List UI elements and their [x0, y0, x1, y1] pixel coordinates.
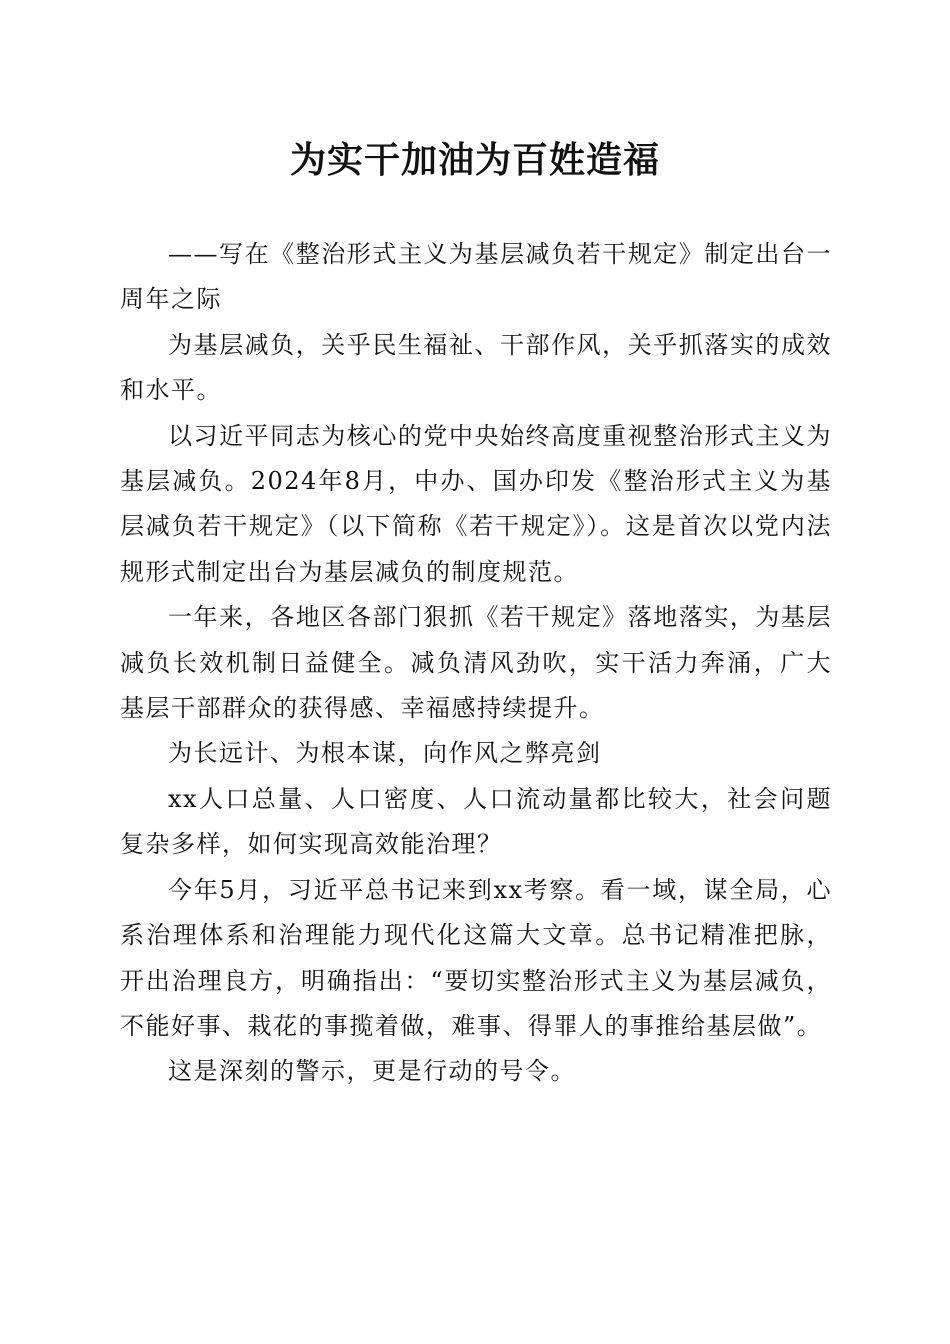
body-paragraph: 今年5月，习近平总书记来到xx考察。看一域，谋全局，心系治理体系和治理能力现代化这篇大文章。总书记精准把脉，开出治理良方，明确指出：“要切实整治形式主义为基层减负，不能好事、栽花的事揽着做，难事、得罪人的事推给基层做”。: [120, 875, 832, 1040]
document-body: [120, 232, 832, 1095]
section-heading: 为长远计、为根本谋，向作风之弊亮剑: [168, 739, 602, 768]
subtitle-paragraph: ——写在《整治形式主义为基层减负若干规定》制定出台一周年之际: [120, 240, 832, 314]
body-paragraph: 为基层减负，关乎民生福祉、干部作风，关乎抓落实的成效和水平。: [120, 330, 832, 405]
body-paragraph: 一年来，各地区各部门狠抓《若干规定》落地落实，为基层减负长效机制日益健全。减负清风劲吹，实干活力奔涌，广大基层干部群众的获得感、幸福感持续提升。: [120, 603, 832, 723]
body-paragraph: xx人口总量、人口密度、人口流动量都比较大，社会问题复杂多样，如何实现高效能治理？: [120, 784, 832, 859]
body-paragraph: 以习近平同志为核心的党中央始终高度重视整治形式主义为基层减负。2024年8月，中办、国办印发《整治形式主义为基层减负若干规定》（以下简称《若干规定》）。这是首次以党内法规形式制定出台为基层减负的制度规范。: [120, 421, 832, 586]
document-title: 为实干加油为百姓造福: [289, 139, 660, 181]
body-paragraph: 这是深刻的警示，更是行动的号令。: [168, 1057, 576, 1086]
